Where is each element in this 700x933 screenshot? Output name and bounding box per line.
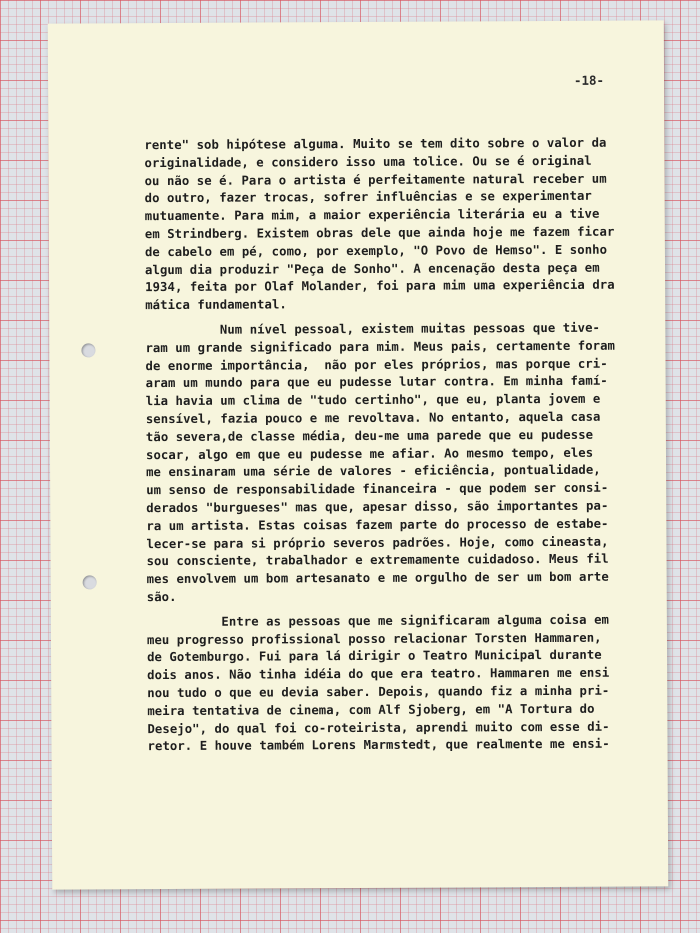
text-line: algum dia produzir "Peça de Sonho". A encenação desta peça em	[144, 260, 600, 277]
text-line: ou não se é. Para o artista é perfeitamente natural receber um	[144, 171, 607, 188]
document-page	[48, 20, 669, 889]
text-line: de Gotemburgo. Fui para lá dirigir o Teatro Municipal durante	[147, 648, 602, 665]
body-text	[144, 135, 617, 757]
text-line: dois anos. Não tinha idéia do que era teatro. Hammaren me ensi	[147, 665, 610, 683]
text-line: nou tudo o que eu devia saber. Depois, quando fiz a minha pri-	[147, 683, 610, 701]
text-line: derados "burgueses" mas que, apesar disso, são importantes pa-	[146, 498, 609, 516]
text-line: socar, algo em que eu pudesse me afiar. Ao mesmo tempo, eles	[145, 445, 594, 462]
text-line: lecer-se para si próprio severos padrões. Hoje, como cineasta,	[146, 534, 609, 551]
text-line: 1934, feita por Olaf Molander, foi para mim uma experiência dra	[145, 278, 615, 295]
text-line: Desejo", do qual foi co-roteirista, aprendi muito com esse di-	[147, 719, 610, 736]
paragraph	[147, 611, 618, 756]
text-line: são.	[146, 589, 177, 605]
text-line: me ensinaram uma série de valores - eficiência, pontualidade,	[146, 463, 601, 480]
text-line: de enorme importância, não por eles próprios, mas porque cri-	[145, 356, 608, 373]
text-line: em Strindberg. Existem obras dele que ainda hoje me fazem ficar	[144, 224, 615, 242]
text-line: lia havia um clima de "tudo certinho", que eu, planta jovem e	[145, 391, 601, 409]
punch-hole	[81, 343, 95, 357]
text-line: aram um mundo para que eu pudesse lutar contra. Em minha famí-	[145, 374, 608, 391]
paragraph	[144, 135, 615, 315]
text-line: meira tentativa de cinema, com Alf Sjoberg, em "A Tortura do	[147, 701, 595, 718]
text-line: retor. E houve também Lorens Marmstedt, que realmente me ensi-	[147, 736, 610, 754]
text-line: ra um artista. Estas coisas fazem parte do processo de estabe-	[146, 516, 609, 533]
text-line: ram um grande significado para mim. Meus pais, certamente foram	[145, 338, 616, 355]
text-line: mática fundamental.	[145, 297, 287, 313]
text-line: rente" sob hipótese alguma. Muito se tem dito sobre o valor da	[144, 135, 607, 153]
paragraph	[145, 320, 616, 607]
text-line: originalidade, e considero isso uma tolice. Ou se é original	[144, 153, 592, 170]
text-line: Num nível pessoal, existem muitas pessoas que tive-	[145, 320, 601, 338]
text-line: tão severa,de classe média, deu-me uma parede que eu pudesse	[145, 427, 594, 444]
text-line: sensível, fazia pouco e me revoltava. No entanto, aquela casa	[145, 409, 601, 427]
text-line: meu progresso profissional posso relacionar Torsten Hammaren,	[146, 630, 602, 647]
text-line: do outro, fazer trocas, sofrer influências e se experimentar	[144, 189, 592, 206]
text-line: de cabelo em pé, como, por exemplo, "O Povo de Hemso". E sonho	[144, 242, 608, 259]
page-number: -18-	[573, 72, 605, 88]
text-line: Entre as pessoas que me significaram alguma coisa em	[146, 612, 610, 629]
text-line: mutuamente. Para mim, a maior experiência literária eu a tive	[144, 206, 600, 224]
text-line: mes envolvem um bom artesanato e me orgulho de ser um bom arte	[146, 569, 609, 587]
punch-hole	[83, 575, 97, 589]
text-line: sou consciente, trabalhador e extremamente cuidadoso. Meus fil	[146, 552, 609, 569]
text-line: um senso de responsabilidade financeira - que podem ser consi-	[146, 480, 609, 498]
